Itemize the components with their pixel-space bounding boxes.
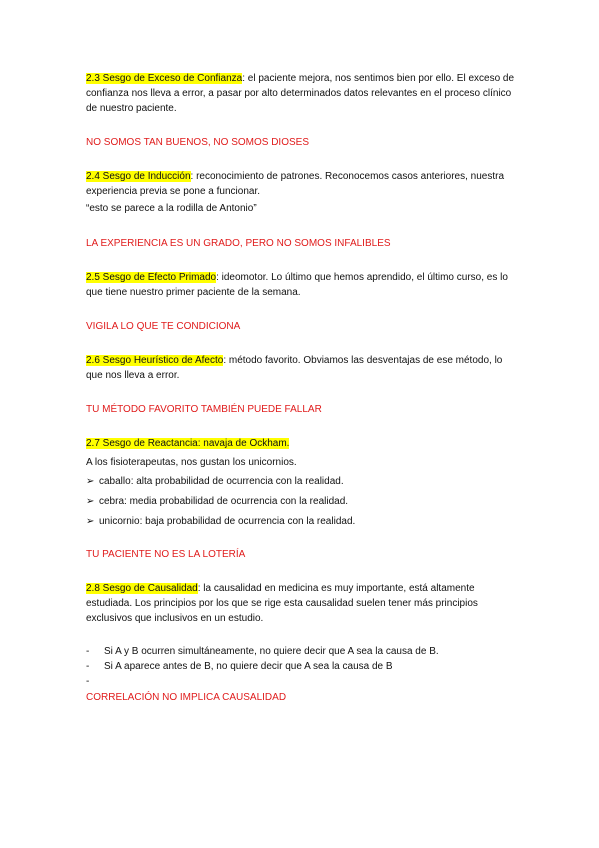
red-heading-4: TU MÉTODO FAVORITO TAMBIÉN PUEDE FALLAR	[86, 404, 322, 415]
section-text: : ideomotor. Lo último que hemos aprendido, el último curso, es lo que tiene nuestro primer paciente de la semana.	[86, 272, 508, 298]
red-heading-5: TU PACIENTE NO ES LA LOTERÍA	[86, 549, 246, 560]
section-2-3	[86, 71, 516, 116]
arrow-bullet-icon: ➢	[86, 516, 95, 527]
section-title: 2.7 Sesgo de Reactancia: navaja de Ockham.	[86, 438, 290, 449]
section-2-7-list	[86, 474, 516, 529]
section-2-5	[86, 270, 516, 300]
section-text: : reconocimiento de patrones. Reconocemos casos anteriores, nuestra experiencia previa se pone a funcionar.	[86, 171, 505, 197]
section-title: 2.6 Sesgo Heurístico de Afecto	[86, 355, 224, 366]
section-2-8	[86, 581, 516, 626]
list-item: ➢ cebra: media probabilidad de ocurrencia con la realidad.	[86, 496, 349, 507]
section-2-7-intro: A los fisioterapeutas, nos gustan los unicornios.	[86, 457, 297, 468]
section-2-8-list	[86, 644, 516, 687]
section-2-4-quote: “esto se parece a la rodilla de Antonio”	[86, 203, 257, 214]
list-item: ➢ caballo: alta probabilidad de ocurrencia con la realidad.	[86, 476, 344, 487]
list-item: ➢ unicornio: baja probabilidad de ocurrencia con la realidad.	[86, 516, 356, 527]
section-2-6	[86, 353, 516, 383]
list-item: - Si A y B ocurren simultáneamente, no quiere decir que A sea la causa de B.	[86, 646, 439, 657]
arrow-bullet-icon: ➢	[86, 476, 95, 487]
red-heading-1: NO SOMOS TAN BUENOS, NO SOMOS DIOSES	[86, 137, 309, 148]
section-title: 2.8 Sesgo de Causalidad	[86, 583, 198, 594]
section-2-7	[86, 436, 516, 451]
dash-bullet: -	[86, 661, 90, 672]
section-text: : método favorito. Obviamos las desventajas de ese método, lo que nos lleva a error.	[86, 355, 503, 381]
arrow-bullet-icon: ➢	[86, 496, 95, 507]
section-title: 2.3 Sesgo de Exceso de Confianza	[86, 73, 243, 84]
red-heading-6: CORRELACIÓN NO IMPLICA CAUSALIDAD	[86, 692, 287, 703]
list-item: - Si A aparece antes de B, no quiere decir que A sea la causa de B	[86, 661, 393, 672]
section-2-4	[86, 169, 516, 199]
section-text: : la causalidad en medicina es muy importante, está altamente estudiada. Los principios por los que se rige esta causalidad suelen tener más principios exclusivos que inclusivos en un estudio.	[86, 583, 478, 624]
red-heading-3: VIGILA LO QUE TE CONDICIONA	[86, 321, 241, 332]
section-text: : el paciente mejora, nos sentimos bien por ello. El exceso de confianza nos lleva a error, a pasar por alto determinados datos relevantes en el proceso clínico de nuestro paciente.	[86, 73, 515, 114]
dash-bullet: -	[86, 676, 90, 687]
red-heading-2: LA EXPERIENCIA ES UN GRADO, PERO NO SOMOS INFALIBLES	[86, 238, 391, 249]
section-title: 2.5 Sesgo de Efecto Primado	[86, 272, 217, 283]
section-title: 2.4 Sesgo de Inducción	[86, 171, 191, 182]
dash-bullet: -	[86, 646, 90, 657]
